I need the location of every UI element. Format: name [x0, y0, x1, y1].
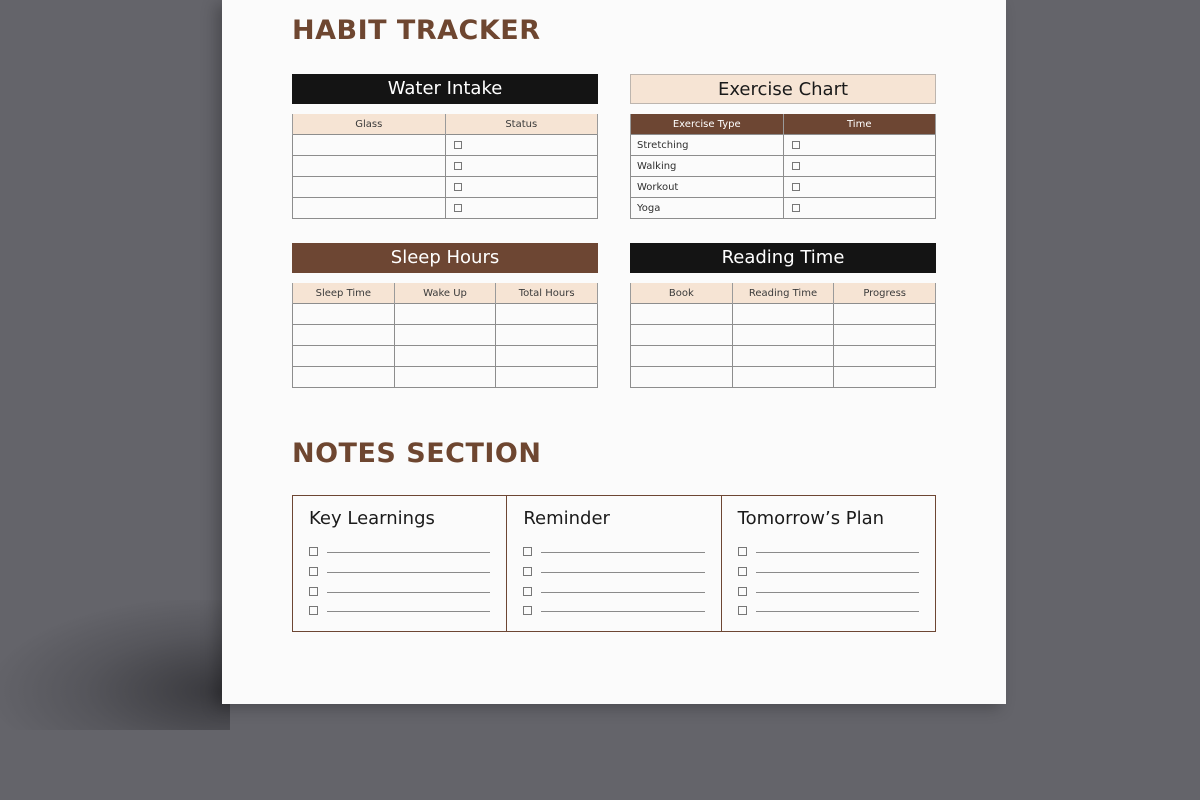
note-line[interactable] [309, 606, 490, 616]
note-checkbox[interactable] [738, 547, 747, 556]
water-intake-title: Water Intake [292, 74, 598, 104]
note-checkbox[interactable] [523, 567, 532, 576]
column-header: Status [445, 114, 598, 135]
note-rule [327, 592, 490, 593]
column-header: Exercise Type [631, 114, 784, 135]
note-title: Reminder [523, 508, 610, 529]
exercise-type-cell: Stretching [631, 135, 784, 156]
table-cell[interactable] [293, 304, 395, 325]
note-checkbox[interactable] [309, 606, 318, 615]
table-row [293, 325, 598, 346]
note-checkbox[interactable] [523, 547, 532, 556]
exercise-type-cell: Workout [631, 177, 784, 198]
reading-time-title: Reading Time [630, 243, 936, 273]
glass-cell[interactable] [293, 198, 446, 219]
glass-cell[interactable] [293, 177, 446, 198]
time-cell [783, 198, 936, 219]
note-column-key-learnings [293, 496, 507, 631]
table-cell[interactable] [394, 367, 496, 388]
note-rule [756, 572, 919, 573]
note-rule [756, 611, 919, 612]
table-row [293, 304, 598, 325]
column-header: Time [783, 114, 936, 135]
table-cell[interactable] [732, 304, 834, 325]
note-line[interactable] [523, 606, 704, 616]
table-cell[interactable] [631, 367, 733, 388]
note-title: Tomorrow’s Plan [737, 508, 885, 529]
exercise-chart-card [630, 74, 936, 219]
table-row [631, 367, 936, 388]
column-header: Glass [293, 114, 446, 135]
time-checkbox[interactable] [792, 204, 800, 212]
table-cell[interactable] [394, 325, 496, 346]
note-line[interactable] [309, 547, 490, 557]
table-cell[interactable] [496, 367, 598, 388]
note-rule [327, 611, 490, 612]
floor-shadow [0, 600, 230, 730]
sleep-hours-card [292, 243, 598, 388]
exercise-chart-table [630, 114, 936, 219]
reading-time-card [630, 243, 936, 388]
status-cell [445, 135, 598, 156]
status-checkbox[interactable] [454, 204, 462, 212]
table-cell[interactable] [834, 346, 936, 367]
note-line[interactable] [523, 547, 704, 557]
table-row [293, 135, 598, 156]
note-rule [541, 552, 704, 553]
status-checkbox[interactable] [454, 162, 462, 170]
note-column-tomorrows-plan [722, 496, 935, 631]
exercise-chart-title: Exercise Chart [630, 74, 936, 104]
table-row [631, 304, 936, 325]
table-cell[interactable] [293, 367, 395, 388]
note-checkbox[interactable] [309, 567, 318, 576]
notes-panel [292, 495, 936, 632]
note-line[interactable] [738, 587, 919, 597]
status-cell [445, 177, 598, 198]
table-cell[interactable] [293, 346, 395, 367]
water-intake-table [292, 114, 598, 219]
table-cell[interactable] [732, 367, 834, 388]
table-row [631, 135, 936, 156]
time-checkbox[interactable] [792, 141, 800, 149]
note-checkbox[interactable] [523, 606, 532, 615]
note-rule [327, 552, 490, 553]
table-cell[interactable] [631, 325, 733, 346]
reading-time-table [630, 283, 936, 388]
notes-section-title: NOTES SECTION [292, 438, 542, 469]
table-cell[interactable] [834, 304, 936, 325]
note-line[interactable] [738, 567, 919, 577]
table-row [631, 346, 936, 367]
table-cell[interactable] [394, 346, 496, 367]
time-cell [783, 177, 936, 198]
note-rule [541, 592, 704, 593]
table-row [631, 156, 936, 177]
time-cell [783, 156, 936, 177]
paper-sheet [222, 0, 1006, 704]
note-checkbox[interactable] [738, 587, 747, 596]
table-cell[interactable] [732, 325, 834, 346]
status-cell [445, 156, 598, 177]
table-cell[interactable] [496, 325, 598, 346]
note-title: Key Learnings [309, 508, 435, 529]
note-checkbox[interactable] [309, 587, 318, 596]
exercise-type-cell: Walking [631, 156, 784, 177]
note-checkbox[interactable] [309, 547, 318, 556]
status-cell [445, 198, 598, 219]
column-header: Total Hours [496, 283, 598, 304]
note-line[interactable] [738, 547, 919, 557]
note-column-reminder [507, 496, 721, 631]
table-cell[interactable] [631, 346, 733, 367]
status-checkbox[interactable] [454, 183, 462, 191]
table-cell[interactable] [631, 304, 733, 325]
note-line[interactable] [309, 567, 490, 577]
table-cell[interactable] [293, 325, 395, 346]
time-cell [783, 135, 936, 156]
note-checkbox[interactable] [738, 606, 747, 615]
table-row [293, 367, 598, 388]
note-line[interactable] [523, 587, 704, 597]
table-row [293, 177, 598, 198]
sleep-hours-title: Sleep Hours [292, 243, 598, 273]
time-checkbox[interactable] [792, 183, 800, 191]
column-header: Reading Time [732, 283, 834, 304]
column-header: Sleep Time [293, 283, 395, 304]
status-checkbox[interactable] [454, 141, 462, 149]
sleep-hours-table [292, 283, 598, 388]
table-cell[interactable] [496, 346, 598, 367]
note-rule [756, 552, 919, 553]
note-checkbox[interactable] [523, 587, 532, 596]
table-row [631, 177, 936, 198]
note-rule [541, 572, 704, 573]
table-row [293, 198, 598, 219]
exercise-type-cell: Yoga [631, 198, 784, 219]
table-row [631, 325, 936, 346]
note-line[interactable] [523, 567, 704, 577]
water-intake-card [292, 74, 598, 219]
table-cell[interactable] [834, 367, 936, 388]
note-rule [327, 572, 490, 573]
column-header: Book [631, 283, 733, 304]
table-cell[interactable] [496, 304, 598, 325]
column-header: Progress [834, 283, 936, 304]
table-row [631, 198, 936, 219]
glass-cell[interactable] [293, 156, 446, 177]
table-row [293, 156, 598, 177]
time-checkbox[interactable] [792, 162, 800, 170]
column-header: Wake Up [394, 283, 496, 304]
table-cell[interactable] [732, 346, 834, 367]
note-line[interactable] [309, 587, 490, 597]
table-cell[interactable] [394, 304, 496, 325]
table-row [293, 346, 598, 367]
table-cell[interactable] [834, 325, 936, 346]
note-line[interactable] [738, 606, 919, 616]
page-title: HABIT TRACKER [292, 15, 541, 46]
note-rule [756, 592, 919, 593]
note-checkbox[interactable] [738, 567, 747, 576]
note-rule [541, 611, 704, 612]
glass-cell[interactable] [293, 135, 446, 156]
